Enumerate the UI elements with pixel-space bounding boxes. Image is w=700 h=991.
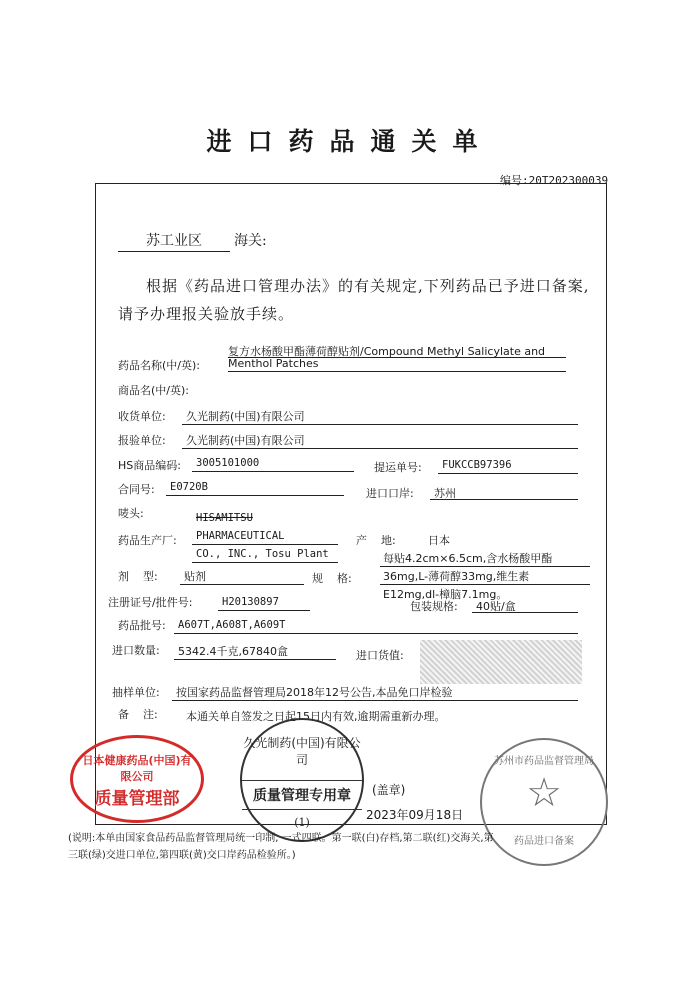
drug-name-value-1: 复方水杨酸甲酯薄荷醇贴剂/Compound Methyl Salicylate and (228, 345, 546, 358)
port-value: 苏州 (434, 487, 456, 500)
hs-label: HS商品编码: (118, 459, 181, 472)
remark-value: 本通关单自签发之日起15日内有效,逾期需重新办理。 (186, 710, 446, 723)
underline (166, 495, 344, 496)
sampling-value: 按国家药品监督管理局2018年12号公告,本品免口岸检验 (176, 686, 453, 699)
spec-value-2: 36mg,L-薄荷醇33mg,维生素 (383, 570, 530, 583)
quantity-value: 5342.4千克,67840盒 (178, 645, 288, 658)
bl-value: FUKCCB97396 (442, 459, 512, 471)
authority-arc-text: 苏州市药品监督管理局 (494, 756, 594, 767)
underline (174, 633, 578, 634)
sampling-label: 抽样单位: (112, 686, 160, 699)
package-value: 40贴/盒 (476, 600, 516, 613)
underline (430, 499, 578, 500)
value-label: 进口货值: (356, 649, 404, 662)
quality-dept-stamp (70, 735, 204, 823)
declarant-value: 久光制药(中国)有限公司 (186, 434, 305, 447)
underline (182, 424, 578, 425)
quality-seal-stamp (240, 718, 364, 842)
spec-label: 规 格: (312, 572, 352, 585)
customs-line (118, 230, 267, 252)
authority-bottom-text: 药品进口备案 (514, 836, 574, 847)
seal-main-text: 质量管理专用章 (242, 780, 362, 810)
underline (380, 584, 590, 585)
footnote-line-2: 三联(绿)交进口单位,第四联(黄)交口岸药品检验所。) (68, 850, 296, 861)
stamp-company-text: 日本健康药品(中国)有限公司 (82, 754, 192, 783)
underline (192, 562, 338, 563)
document-title: 进口药品通关单 (206, 127, 494, 156)
consignee-value: 久光制药(中国)有限公司 (186, 410, 305, 423)
mark-value: HISAMITSU (196, 512, 253, 524)
form-value: 贴剂 (184, 570, 206, 583)
registration-value: H20130897 (222, 596, 279, 608)
customs-name: 苏工业区 (118, 230, 230, 252)
seal-label: (盖章) (372, 783, 406, 797)
consignee-label: 收货单位: (118, 410, 166, 423)
underline (174, 659, 336, 660)
registration-label: 注册证号/批件号: (108, 596, 193, 609)
star-icon: ☆ (526, 770, 562, 816)
origin-label: 产 地: (356, 534, 396, 547)
issue-date: 2023年09月18日 (366, 808, 464, 822)
drug-name-label: 药品名称(中/英): (118, 359, 200, 372)
contract-value: E0720B (170, 481, 208, 493)
underline (472, 612, 578, 613)
manufacturer-label: 药品生产厂: (118, 534, 177, 547)
redacted-value-area (420, 640, 582, 684)
seal-company-text: 久光制药(中国)有限公司 (243, 736, 361, 767)
bl-label: 提运单号: (374, 461, 422, 474)
underline (182, 448, 578, 449)
customs-suffix: 海关: (234, 233, 267, 249)
declarant-label: 报验单位: (118, 434, 166, 447)
batch-value: A607T,A608T,A609T (178, 619, 286, 631)
hs-value: 3005101000 (196, 457, 260, 469)
package-label: 包装规格: (410, 600, 458, 613)
stamp-dept-text: 质量管理部 (94, 789, 180, 809)
spec-value-3: E12mg,dl-樟脑7.1mg。 (383, 588, 508, 601)
underline (228, 371, 566, 372)
underline (192, 544, 338, 545)
underline (180, 584, 304, 585)
underline (438, 473, 578, 474)
mark-label: 唛头: (118, 507, 144, 520)
footnote (68, 830, 628, 864)
serial-number: 编号:20T202300039 (500, 174, 609, 187)
manufacturer-value-1: PHARMACEUTICAL (196, 530, 285, 542)
spec-value-1: 每贴4.2cm×6.5cm,含水杨酸甲酯 (383, 552, 553, 565)
form-label: 剂 型: (118, 570, 158, 583)
origin-value: 日本 (428, 534, 450, 547)
underline (380, 566, 590, 567)
manufacturer-value-2: CO., INC., Tosu Plant (196, 548, 329, 560)
drug-name-value-2: Menthol Patches (228, 357, 319, 370)
batch-label: 药品批号: (118, 619, 166, 632)
intro-paragraph: 根据《药品进口管理办法》的有关规定,下列药品已予进口备案,请予办理报关验放手续。 (118, 277, 590, 323)
underline (172, 700, 578, 701)
footnote-line-1: (说明:本单由国家食品药品监督管理局统一印制, 一式四联。第一联(白)存档,第二联(红)交海关,第 (68, 833, 494, 844)
quantity-label: 进口数量: (112, 644, 160, 657)
underline (192, 471, 354, 472)
remark-label: 备 注: (118, 708, 158, 721)
seal-number: (1) (294, 816, 310, 829)
trade-name-label: 商品名(中/英): (118, 384, 189, 397)
contract-label: 合同号: (118, 483, 155, 496)
port-label: 进口口岸: (366, 487, 414, 500)
underline (218, 610, 310, 611)
